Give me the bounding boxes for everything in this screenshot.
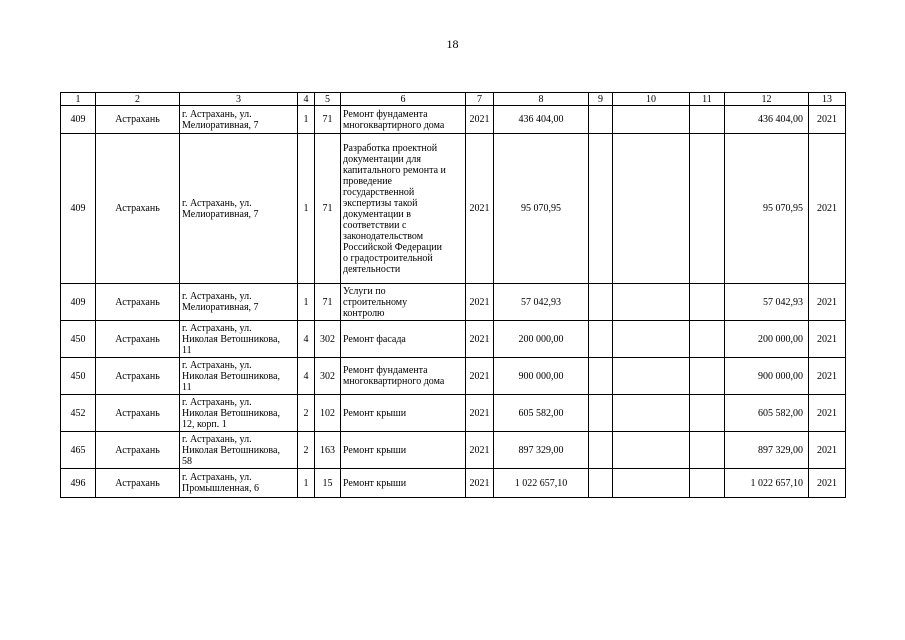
table-row [61,432,846,469]
amount-cell: 1 022 657,10 [494,469,589,498]
table-row [61,321,846,358]
city-cell: Астрахань [96,432,180,469]
col9-cell [589,469,613,498]
address-cell [180,469,298,498]
total-cell: 57 042,93 [725,284,809,321]
col9-cell [589,321,613,358]
col5-cell: 71 [315,134,341,284]
col4-cell: 1 [298,134,315,284]
year-cell: 2021 [466,134,494,284]
col4-cell: 4 [298,321,315,358]
table-row [61,395,846,432]
year-end-cell: 2021 [809,134,846,284]
address-cell [180,134,298,284]
work-type-text: Ремонт крыши [343,444,407,456]
work-type-cell [341,321,466,358]
year-end-cell: 2021 [809,321,846,358]
column-number: 13 [809,93,846,106]
col4-cell: 1 [298,469,315,498]
address-text: г. Астрахань, ул. Мелиоративная, 7 [182,291,259,313]
year-cell: 2021 [466,395,494,432]
address-text: г. Астрахань, ул. Промышленная, 6 [182,472,259,494]
col10-cell [613,395,690,432]
col10-cell [613,469,690,498]
address-text: г. Астрахань, ул. Николая Ветошникова, 12, корп. 1 [182,396,280,430]
total-cell: 200 000,00 [725,321,809,358]
col4-cell: 2 [298,395,315,432]
row-number-cell: 450 [61,358,96,395]
total-cell: 95 070,95 [725,134,809,284]
col9-cell [589,284,613,321]
column-number: 10 [613,93,690,106]
column-number: 3 [180,93,298,106]
city-cell: Астрахань [96,321,180,358]
col5-cell: 71 [315,284,341,321]
city-cell: Астрахань [96,284,180,321]
col10-cell [613,321,690,358]
col11-cell [690,284,725,321]
col11-cell [690,469,725,498]
total-cell: 1 022 657,10 [725,469,809,498]
col5-cell: 102 [315,395,341,432]
amount-cell: 95 070,95 [494,134,589,284]
address-cell [180,358,298,395]
row-number-cell: 496 [61,469,96,498]
city-cell: Астрахань [96,106,180,134]
work-type-cell [341,358,466,395]
address-text: г. Астрахань, ул. Николая Ветошникова, 58 [182,433,280,467]
col10-cell [613,134,690,284]
page-number: 18 [446,37,459,51]
column-number: 8 [494,93,589,106]
work-type-text: Услуги по строительному контролю [343,285,408,319]
year-end-cell: 2021 [809,284,846,321]
year-cell: 2021 [466,469,494,498]
work-type-cell [341,284,466,321]
work-type-text: Ремонт фундамента многоквартирного дома [343,108,445,131]
city-cell: Астрахань [96,469,180,498]
col5-cell: 71 [315,106,341,134]
address-cell [180,321,298,358]
col11-cell [690,106,725,134]
address-text: г. Астрахань, ул. Николая Ветошникова, 11 [182,322,280,356]
work-type-cell [341,134,466,284]
year-end-cell: 2021 [809,432,846,469]
year-end-cell: 2021 [809,358,846,395]
table-row [61,358,846,395]
table-row [61,134,846,284]
amount-cell: 897 329,00 [494,432,589,469]
col10-cell [613,106,690,134]
amount-cell: 436 404,00 [494,106,589,134]
work-type-text: Ремонт фасада [343,333,406,345]
work-type-text: Ремонт крыши [343,477,407,489]
year-cell: 2021 [466,284,494,321]
col11-cell [690,321,725,358]
address-text: г. Астрахань, ул. Мелиоративная, 7 [182,108,259,131]
col4-cell: 1 [298,106,315,134]
col10-cell [613,358,690,395]
address-text: г. Астрахань, ул. Николая Ветошникова, 11 [182,359,280,393]
column-number: 7 [466,93,494,106]
work-type-text: Разработка проектной документации для капитального ремонта и проведение государственной экспертизы такой документации в соответствии с законодательством Российской Федерации о градостроительной деятельности [343,142,446,275]
city-cell: Астрахань [96,134,180,284]
year-cell: 2021 [466,321,494,358]
col11-cell [690,432,725,469]
col11-cell [690,395,725,432]
col5-cell: 302 [315,358,341,395]
table-row [61,106,846,134]
total-cell: 605 582,00 [725,395,809,432]
address-cell [180,395,298,432]
row-number-cell: 450 [61,321,96,358]
table-row [61,469,846,498]
row-number-cell: 409 [61,284,96,321]
year-end-cell: 2021 [809,106,846,134]
col4-cell: 1 [298,284,315,321]
address-cell [180,106,298,134]
row-number-cell: 465 [61,432,96,469]
col10-cell [613,432,690,469]
total-cell: 900 000,00 [725,358,809,395]
year-end-cell: 2021 [809,469,846,498]
data-table [60,92,846,498]
total-cell: 436 404,00 [725,106,809,134]
column-number-row [61,93,846,106]
address-text: г. Астрахань, ул. Мелиоративная, 7 [182,197,259,220]
work-type-text: Ремонт крыши [343,407,407,419]
column-number: 4 [298,93,315,106]
col11-cell [690,358,725,395]
amount-cell: 900 000,00 [494,358,589,395]
col4-cell: 4 [298,358,315,395]
col9-cell [589,106,613,134]
amount-cell: 200 000,00 [494,321,589,358]
city-cell: Астрахань [96,358,180,395]
column-number: 9 [589,93,613,106]
col4-cell: 2 [298,432,315,469]
col9-cell [589,432,613,469]
work-type-text: Ремонт фундамента многоквартирного дома [343,365,445,387]
amount-cell: 605 582,00 [494,395,589,432]
year-cell: 2021 [466,106,494,134]
column-number: 6 [341,93,466,106]
work-type-cell [341,395,466,432]
address-cell [180,432,298,469]
amount-cell: 57 042,93 [494,284,589,321]
col10-cell [613,284,690,321]
column-number: 11 [690,93,725,106]
work-type-cell [341,469,466,498]
column-number: 12 [725,93,809,106]
year-cell: 2021 [466,358,494,395]
row-number-cell: 409 [61,106,96,134]
year-cell: 2021 [466,432,494,469]
column-number: 2 [96,93,180,106]
work-type-cell [341,106,466,134]
col9-cell [589,358,613,395]
total-cell: 897 329,00 [725,432,809,469]
col5-cell: 302 [315,321,341,358]
col11-cell [690,134,725,284]
col5-cell: 163 [315,432,341,469]
column-number: 1 [61,93,96,106]
col5-cell: 15 [315,469,341,498]
address-cell [180,284,298,321]
row-number-cell: 452 [61,395,96,432]
table-row [61,284,846,321]
row-number-cell: 409 [61,134,96,284]
city-cell: Астрахань [96,395,180,432]
work-type-cell [341,432,466,469]
column-number: 5 [315,93,341,106]
col9-cell [589,134,613,284]
year-end-cell: 2021 [809,395,846,432]
col9-cell [589,395,613,432]
